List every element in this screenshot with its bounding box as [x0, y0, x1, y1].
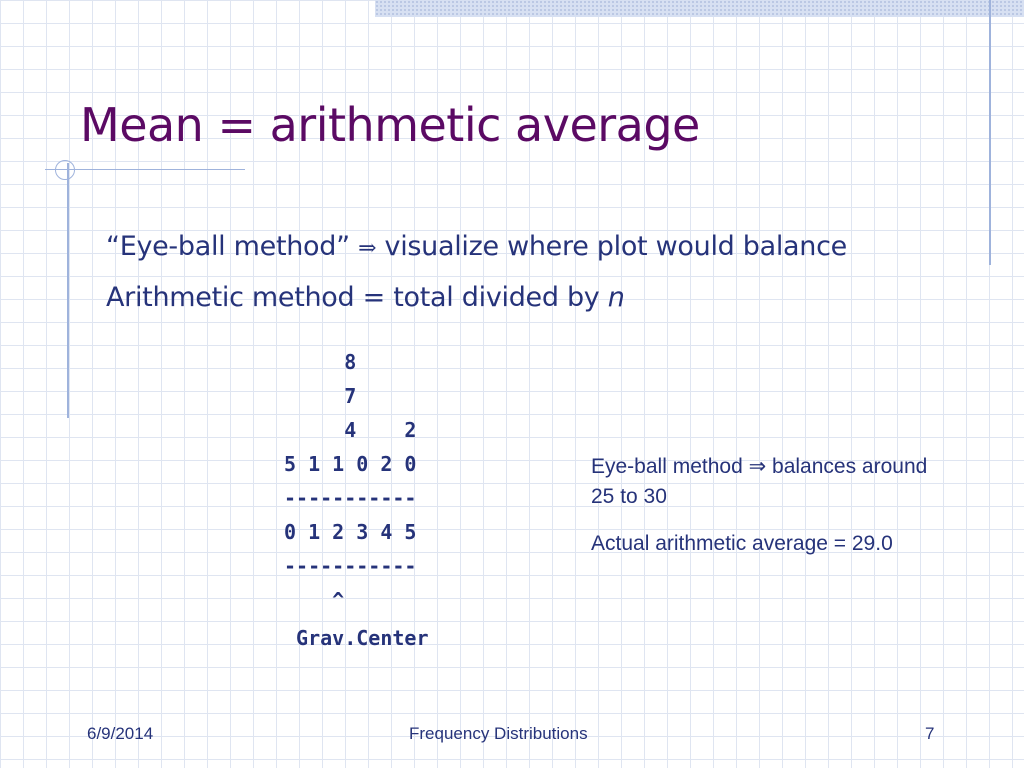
- side-note-average: Actual arithmetic average = 29.0: [591, 532, 893, 555]
- variable-n: n: [607, 282, 625, 313]
- decorative-vertical-line-left: [67, 163, 69, 418]
- stem-plot-line: 5 1 1 0 2 0: [284, 452, 417, 476]
- footer-page-number: 7: [925, 724, 935, 743]
- decorative-vertical-line-right: [989, 0, 991, 265]
- crosshair-circle-icon: [55, 160, 75, 180]
- bullet-list: [106, 222, 847, 322]
- side-note-text: balances around 25 to 30: [591, 455, 928, 508]
- implies-arrow-icon: ⇒: [748, 455, 767, 478]
- bullet-text: Arithmetic method = total divided by: [106, 282, 608, 313]
- stem-plot-line: 0 1 2 3 4 5: [284, 520, 417, 544]
- stem-plot-line: 7: [284, 384, 357, 408]
- side-notes: [591, 452, 931, 576]
- implies-arrow-icon: ⇒: [358, 236, 377, 261]
- decorative-title-underline: [45, 169, 245, 170]
- stem-plot: [284, 345, 429, 655]
- stem-plot-line: 8: [284, 350, 357, 374]
- stem-plot-line: ^: [284, 588, 345, 612]
- decorative-top-band: [375, 0, 1024, 17]
- stem-plot-line: 4 2: [284, 418, 417, 442]
- footer-date: 6/9/2014: [87, 724, 154, 743]
- bullet-text: visualize where plot would balance: [376, 231, 847, 262]
- stem-plot-line: -----------: [284, 486, 417, 510]
- bullet-eyeball-method: [106, 222, 847, 273]
- stem-plot-line: -----------: [284, 554, 417, 578]
- slide-title: Mean = arithmetic average: [80, 98, 700, 152]
- footer-title: Frequency Distributions: [409, 724, 588, 743]
- bullet-arithmetic-method: [106, 273, 847, 322]
- bullet-text: “Eye-ball method”: [106, 231, 359, 262]
- stem-plot-caption: Grav.Center: [284, 626, 429, 650]
- side-note-text: Eye-ball method: [591, 455, 749, 478]
- side-note-eyeball: [591, 452, 931, 512]
